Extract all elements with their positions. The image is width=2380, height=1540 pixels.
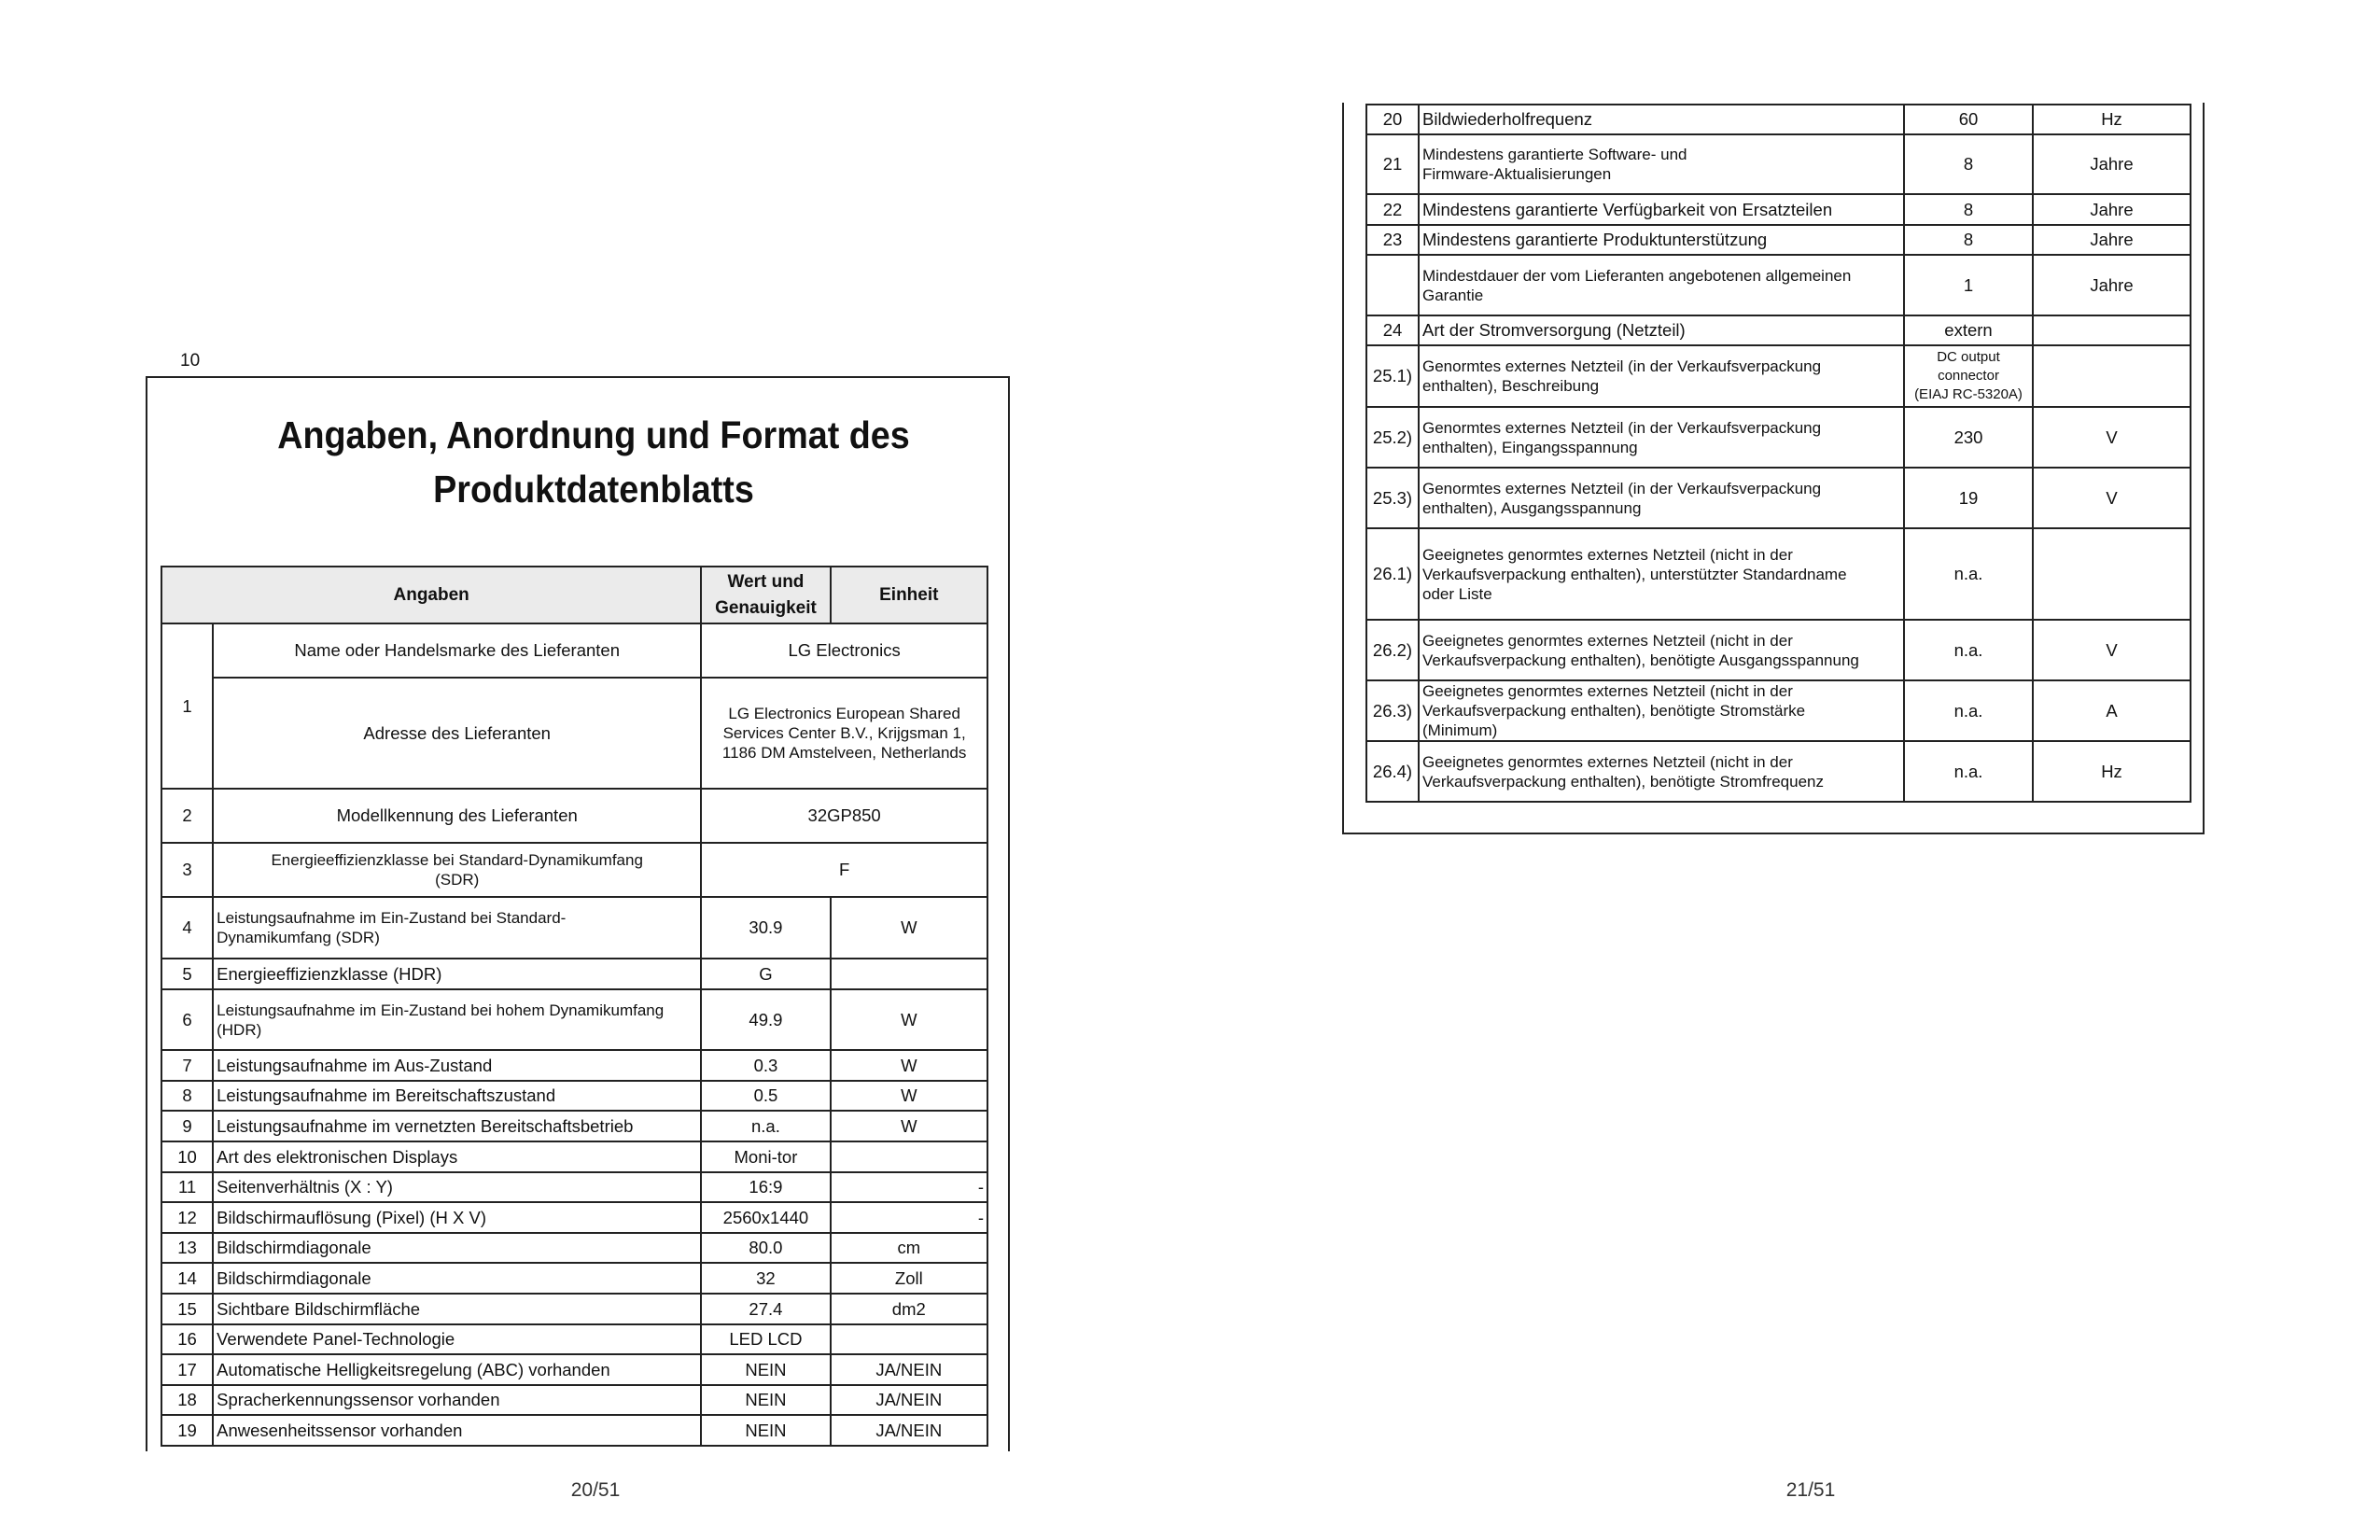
table-row: Adresse des Lieferanten LG Electronics European Shared Services Center B.V., Krijgsman 1, 1186 DM Amstelveen, Netherlands — [161, 678, 987, 789]
table-row: 8 Leistungsaufnahme im Bereitschaftszustand 0.5 W — [161, 1081, 987, 1111]
table-row: 3 Energieeffizienzklasse bei Standard-Dynamikumfang (SDR) F — [161, 843, 987, 897]
table-row: 2 Modellkennung des Lieferanten 32GP850 — [161, 789, 987, 843]
table-row: 19 Anwesenheitssensor vorhanden NEIN JA/NEIN — [161, 1415, 987, 1446]
table-row: 26.4) Geeignetes genormtes externes Netzteil (nicht in der Verkaufsverpackung enthalten), benötigte Stromfrequenz n.a. Hz — [1366, 741, 2191, 802]
table-row: 24 Art der Stromversorgung (Netzteil) extern — [1366, 315, 2191, 345]
table-row: 16 Verwendete Panel-Technologie LED LCD — [161, 1324, 987, 1354]
table-row: 17 Automatische Helligkeitsregelung (ABC) vorhanden NEIN JA/NEIN — [161, 1354, 987, 1385]
header-angaben: Angaben — [161, 567, 701, 623]
product-data-table — [161, 566, 988, 1447]
table-row: 25.2) Genormtes externes Netzteil (in der Verkaufsverpackung enthalten), Eingangsspannung 230 V — [1366, 407, 2191, 468]
table-row: 7 Leistungsaufnahme im Aus-Zustand 0.3 W — [161, 1050, 987, 1081]
header-wert: Wert und Genauigkeit — [701, 567, 830, 623]
table-row: 10 Art des elektronischen Displays Moni-tor — [161, 1141, 987, 1172]
table-row: 25.1) Genormtes externes Netzteil (in der Verkaufsverpackung enthalten), Beschreibung DC output connector (EIAJ RC-5320A) — [1366, 345, 2191, 407]
table-row: 26.3) Geeignetes genormtes externes Netzteil (nicht in der Verkaufsverpackung enthalten), benötigte Stromstärke (Minimum) n.a. A — [1366, 680, 2191, 741]
table-row: 11 Seitenverhältnis (X : Y) 16:9 - — [161, 1172, 987, 1202]
title-line-1: Angaben, Anordnung und Format des — [277, 413, 910, 456]
table-row: 5 Energieeffizienzklasse (HDR) G — [161, 959, 987, 989]
table-row: 14 Bildschirmdiagonale 32 Zoll — [161, 1263, 987, 1294]
table-row: 12 Bildschirmauflösung (Pixel) (H X V) 2560x1440 - — [161, 1202, 987, 1233]
table-row: 25.3) Genormtes externes Netzteil (in der Verkaufsverpackung enthalten), Ausgangsspannung 19 V — [1366, 468, 2191, 528]
table-row: 23 Mindestens garantierte Produktunterstützung 8 Jahre — [1366, 225, 2191, 255]
table-row: Mindestdauer der vom Lieferanten angebotenen allgemeinen Garantie 1 Jahre — [1366, 255, 2191, 315]
corner-number: 10 — [180, 351, 201, 371]
header-einheit: Einheit — [831, 567, 987, 623]
table-row: 26.2) Geeignetes genormtes externes Netzteil (nicht in der Verkaufsverpackung enthalten), benötigte Ausgangsspannung n.a. V — [1366, 620, 2191, 680]
table-row: 26.1) Geeignetes genormtes externes Netzteil (nicht in der Verkaufsverpackung enthalten), unterstützter Standardname oder Liste n.a. — [1366, 528, 2191, 620]
table-row: 15 Sichtbare Bildschirmfläche 27.4 dm2 — [161, 1294, 987, 1324]
page-title — [216, 408, 972, 516]
table-row: 6 Leistungsaufnahme im Ein-Zustand bei hohem Dynamikumfang (HDR) 49.9 W — [161, 989, 987, 1050]
table-row: 1 Name oder Handelsmarke des Lieferanten LG Electronics — [161, 623, 987, 678]
table-row: 4 Leistungsaufnahme im Ein-Zustand bei Standard- Dynamikumfang (SDR) 30.9 W — [161, 897, 987, 959]
page-number: 21/51 — [1785, 1479, 1836, 1501]
table-header-row — [161, 567, 987, 623]
table-row: 22 Mindestens garantierte Verfügbarkeit von Ersatzteilen 8 Jahre — [1366, 194, 2191, 225]
table-row: 9 Leistungsaufnahme im vernetzten Bereitschaftsbetrieb n.a. W — [161, 1111, 987, 1141]
title-line-2: Produktdatenblatts — [433, 468, 754, 511]
product-data-table-continued — [1365, 104, 2191, 803]
table-row: 20 Bildwiederholfrequenz 60 Hz — [1366, 105, 2191, 134]
page-number: 20/51 — [570, 1479, 621, 1501]
table-row: 13 Bildschirmdiagonale 80.0 cm — [161, 1233, 987, 1263]
table-row: 21 Mindestens garantierte Software- und Firmware-Aktualisierungen 8 Jahre — [1366, 134, 2191, 194]
table-row: 18 Spracherkennungssensor vorhanden NEIN JA/NEIN — [161, 1385, 987, 1415]
